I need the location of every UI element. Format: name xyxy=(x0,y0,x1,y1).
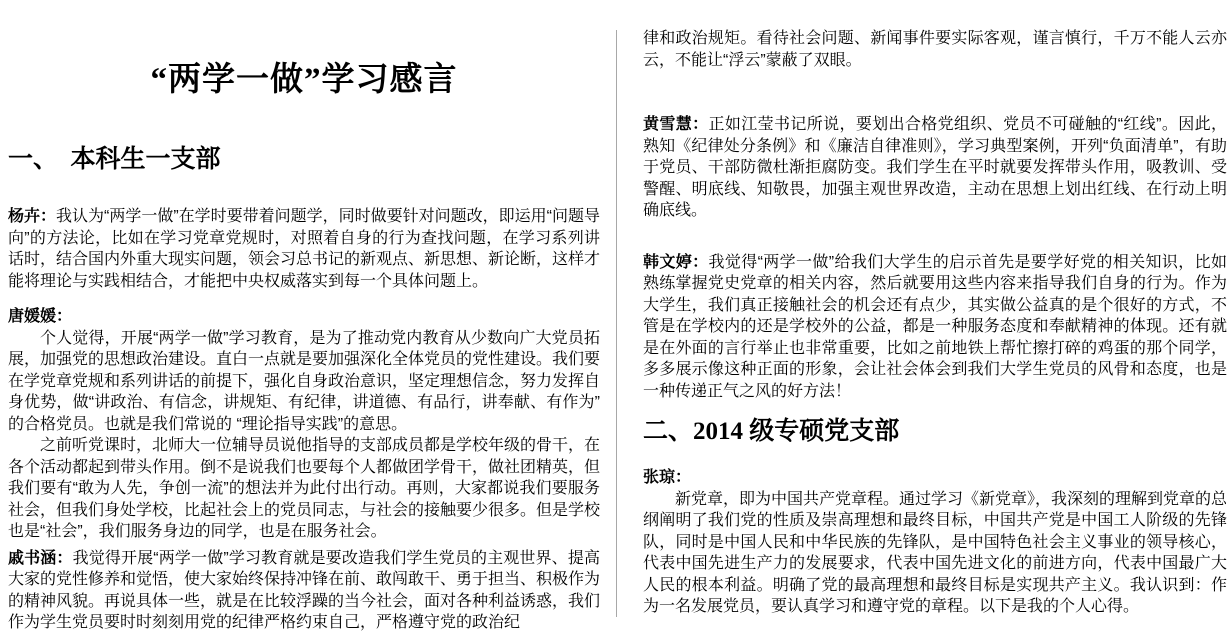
speaker-name-tang-yuanyuan: 唐媛媛： xyxy=(8,308,73,325)
speaker-name-han-wenting: 韩文婷： xyxy=(643,253,709,271)
speech-han-wenting xyxy=(643,252,1227,403)
speech-text-tang-yuanyuan-para1: 个人觉得，开展“两学一做”学习教育，是为了推动党内教育从少数向广大党员拓展，加强党的思想政治建设。直白一点就是要加强深化全体党员的党性建设。我们要在学党章党规和系列讲话的前提下，强化自身政治意识，坚定理想信念，努力发挥自身优势，做“讲政治、有信念，讲规矩、有纪律，讲道德、有品行，讲奉献、有作为”的合格党员。也就是我们常说的 “理论指导实践”的意思。 xyxy=(8,329,601,433)
speech-tang-yuanyuan xyxy=(8,306,600,543)
speaker-name-huang-xuehui: 黄雪慧： xyxy=(643,116,709,133)
right-column xyxy=(643,0,1227,618)
speaker-name-qi-shuhan: 戚书涵： xyxy=(8,549,73,567)
speech-text-tang-yuanyuan-para2: 之前听党课时，北师大一位辅导员说他指导的支部成员都是学校年级的骨干，在各个活动都起到带头作用。倒不是说我们也要每个人都做团学骨干，做社团精英，但我们要有“敢为人先，争创一流”的想法并为此付出行动。再则，大家都说我们要服务社会，但我们身处学校，比起社会上的党员同志，与社会的接触要少很多。但是学校也是“社会”，我们服务身边的同学，也是在服务社会。 xyxy=(8,437,601,540)
speech-text-qi-shuhan: 我觉得开展“两学一做”学习教育就是要改造我们学生党员的主观世界、提高大家的党性修养和觉悟，使大家始终保持冲锋在前、敢闯敢干、勇于担当、积极作为的精神风貌。再说具体一些，就是在比较浮躁的当今社会，面对各种利益诱惑，我们作为学生党员要时时刻刻用党的纪律严格约束自己，严格遵守党的政治纪 xyxy=(8,549,601,631)
section-1-heading: 一、 本科生一支部 xyxy=(8,146,221,173)
speech-text-zhang-qiong: 新党章，即为中国共产党章程。通过学习《新党章》，我深刻的理解到党章的总纲阐明了我们党的性质及崇高理想和最终目标，中国共产党是中国工人阶级的先锋队，同时是中国人民和中华民族的先锋队，是中国特色社会主义事业的领导核心，代表中国先进生产力的发展要求，代表中国先进文化的前进方向，代表中国最广大人民的根本利益。明确了党的最高理想和最终目标是实现共产主义。我认识到：作为一名发展党员，要认真学习和遵守党的章程。以下是我的个人心得。 xyxy=(643,490,1228,615)
left-column xyxy=(8,0,600,634)
document-title: “两学一做”学习感言 xyxy=(150,62,458,98)
speech-zhang-qiong xyxy=(643,467,1227,618)
speech-qi-shuhan-continuation: 律和政治规矩。看待社会问题、新闻事件要实际客观，谨言慎行，千万不能人云亦云，不能让“浮云”蒙蔽了双眼。 xyxy=(643,30,1227,69)
speech-yang-hui xyxy=(8,206,600,292)
speech-huang-xuehui xyxy=(643,114,1227,222)
speech-text-huang-xuehui: 正如江莹书记所说，要划出合格党组织、党员不可碰触的“红线”。因此，熟知《纪律处分条例》和《廉洁自律准则》，学习典型案例，开列“负面清单”，有助于党员、干部防微杜渐拒腐防变。我们学生在平时就要发挥带头作用，吸教训、受警醒、明底线、知敬畏，加强主观世界改造，主动在思想上划出红线、在行动上明确底线。 xyxy=(643,116,1227,219)
speech-qi-shuhan xyxy=(8,548,600,634)
column-divider xyxy=(616,30,617,617)
speech-text-yang-hui: 我认为“两学一做”在学时要带着问题学，同时做要针对问题改，即运用“问题导向”的方法论，比如在学习党章党规时，对照着自身的行为查找问题，在学习系列讲话时，结合国内外重大现实问题，领会习总书记的新观点、新思想、新论断，这样才能将理论与实践相结合，才能把中央权威落实到每一个具体问题上。 xyxy=(8,208,601,290)
speech-text-han-wenting: 我觉得“两学一做”给我们大学生的启示首先是要学好党的相关知识，比如熟练掌握党史党章的相关内容，然后就要用这些内容来指导我们自身的行为。作为大学生，我们真正接触社会的机会还有点少，其实做公益真的是个很好的方式，不管是在学校内的还是学校外的公益，都是一种服务态度和奉献精神的体现。还有就是在外面的言行举止也非常重要，比如之前地铁上帮忙擦打碎的鸡蛋的那个同学，多多展示像这种正面的形象，会让社会体会到我们大学生党员的风骨和态度，也是一种传递正气之风的好方法！ xyxy=(643,253,1227,400)
speaker-name-zhang-qiong: 张琼： xyxy=(643,469,692,486)
section-2-heading: 二、2014 级专硕党支部 xyxy=(643,418,900,445)
speaker-name-yang-hui: 杨卉： xyxy=(8,208,57,225)
